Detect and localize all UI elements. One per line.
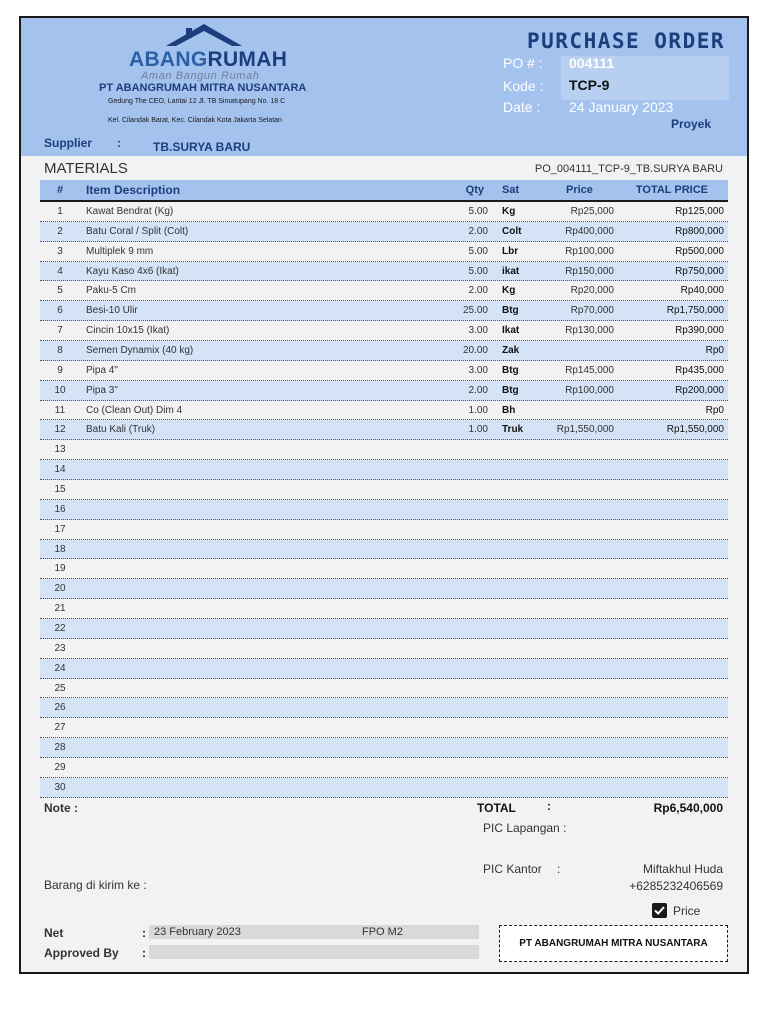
cell-price: Rp100,000: [565, 384, 614, 396]
cell-description: Batu Coral / Split (Colt): [86, 225, 189, 237]
cell-qty: 2.00: [468, 225, 488, 237]
kode-label: Kode :: [503, 78, 544, 94]
cell-no: 26: [54, 702, 66, 714]
pic-kantor-colon: :: [557, 862, 561, 876]
note-label: Note :: [44, 801, 78, 815]
col-price: Price: [566, 184, 593, 196]
net-date: 23 February 2023: [154, 926, 241, 938]
supplier-label: Supplier: [44, 136, 93, 150]
items-table-body: [40, 202, 728, 798]
cell-total-price: Rp0: [705, 345, 724, 357]
cell-no: 6: [57, 305, 63, 317]
cell-no: 1: [57, 206, 63, 217]
table-row: [40, 262, 728, 282]
table-header: [40, 180, 728, 202]
cell-sat: Zak: [502, 345, 520, 357]
table-row: [40, 321, 728, 341]
pic-kantor-phone: +6285232406569: [629, 879, 723, 893]
cell-total-price: Rp800,000: [675, 225, 724, 237]
table-row: [40, 460, 728, 480]
cell-no: 4: [57, 265, 63, 277]
approved-by-colon: :: [142, 946, 146, 960]
cell-no: 19: [54, 563, 66, 575]
cell-description: Co (Clean Out) Dim 4: [86, 404, 183, 416]
table-row: [40, 341, 728, 361]
cell-no: 2: [57, 225, 63, 237]
company-stamp-box: PT ABANGRUMAH MITRA NUSANTARA: [499, 925, 728, 962]
cell-total-price: Rp200,000: [675, 384, 724, 396]
col-total-price: TOTAL PRICE: [635, 184, 708, 196]
cell-qty: 1.00: [468, 424, 488, 436]
cell-description: Besi-10 Ulir: [86, 305, 138, 317]
table-row: [40, 301, 728, 321]
cell-qty: 20.00: [462, 345, 488, 357]
materials-heading: MATERIALS: [44, 160, 128, 177]
cell-no: 27: [54, 722, 66, 734]
cell-no: 25: [54, 682, 66, 694]
cell-sat: Btg: [502, 384, 519, 396]
table-row: [40, 500, 728, 520]
col-sat: Sat: [502, 184, 520, 196]
table-row: [40, 698, 728, 718]
cell-sat: Btg: [502, 364, 519, 376]
cell-description: Kawat Bendrat (Kg): [86, 206, 174, 217]
price-checkbox-label: Price: [673, 904, 701, 918]
cell-price: Rp70,000: [570, 305, 614, 317]
date-value: 24 January 2023: [569, 99, 674, 115]
approved-by-field: [149, 945, 479, 959]
brand-part-1: ABANG: [129, 48, 208, 71]
cell-price: Rp25,000: [570, 206, 614, 217]
cell-qty: 5.00: [468, 206, 488, 217]
table-row: [40, 758, 728, 778]
table-row: [40, 738, 728, 758]
cell-qty: 2.00: [468, 285, 488, 297]
cell-description: Kayu Kaso 4x6 (Ikat): [86, 265, 179, 277]
col-description: Item Description: [86, 183, 181, 197]
table-row: [40, 420, 728, 440]
kode-value: TCP-9: [569, 77, 610, 93]
cell-no: 12: [54, 424, 66, 436]
cell-price: Rp150,000: [565, 265, 614, 277]
cell-sat: Colt: [502, 225, 522, 237]
cell-description: Cincin 10x15 (Ikat): [86, 325, 170, 337]
po-number-label: PO # :: [503, 55, 543, 71]
reference-code: PO_004111_TCP-9_TB.SURYA BARU: [534, 163, 723, 175]
cell-qty: 3.00: [468, 364, 488, 376]
brand-logo-text: [129, 48, 287, 72]
cell-total-price: Rp1,750,000: [666, 305, 724, 317]
brand-part-2: RUMAH: [207, 48, 288, 71]
cell-total-price: Rp435,000: [675, 364, 724, 376]
cell-total-price: Rp750,000: [675, 265, 724, 277]
table-row: [40, 440, 728, 460]
cell-no: 17: [54, 523, 66, 535]
delivery-address-label: Barang di kirim ke :: [44, 878, 147, 892]
cell-price: Rp1,550,000: [556, 424, 614, 436]
cell-description: Multiplek 9 mm: [86, 245, 154, 257]
net-code: FPO M2: [362, 926, 403, 938]
supplier-value: TB.SURYA BARU: [153, 140, 251, 154]
cell-no: 24: [54, 662, 66, 674]
cell-description: Semen Dynamix (40 kg): [86, 345, 194, 357]
document-title: PURCHASE ORDER: [527, 29, 726, 53]
net-label: Net: [44, 926, 64, 940]
table-row: [40, 659, 728, 679]
table-row: [40, 540, 728, 560]
table-row: [40, 480, 728, 500]
table-row: [40, 381, 728, 401]
cell-total-price: Rp500,000: [675, 245, 724, 257]
cell-sat: Kg: [502, 206, 516, 217]
total-value: Rp6,540,000: [653, 801, 723, 815]
cell-no: 28: [54, 742, 66, 754]
cell-no: 13: [54, 444, 66, 456]
cell-qty: 5.00: [468, 265, 488, 277]
cell-no: 30: [54, 781, 66, 793]
cell-total-price: Rp0: [705, 404, 724, 416]
table-row: [40, 281, 728, 301]
cell-qty: 2.00: [468, 384, 488, 396]
total-colon: :: [547, 799, 551, 813]
address-line-2: Kel. Cilandak Barat, Kec. Cilandak Kota Jakarta Selatan: [108, 117, 282, 124]
cell-description: Paku-5 Cm: [86, 285, 137, 297]
cell-qty: 3.00: [468, 325, 488, 337]
cell-no: 7: [57, 325, 63, 337]
cell-no: 5: [57, 285, 63, 297]
total-label: TOTAL: [477, 801, 516, 815]
cell-price: Rp130,000: [565, 325, 614, 337]
address-line-1: Gedung The CEO, Lantai 12 Jl. TB Simatupang No. 18 C: [108, 98, 286, 105]
cell-price: Rp400,000: [565, 225, 614, 237]
cell-no: 8: [57, 345, 63, 357]
cell-no: 14: [54, 464, 66, 476]
cell-no: 3: [57, 245, 63, 257]
table-row: [40, 639, 728, 659]
pic-kantor-name: Miftakhul Huda: [642, 862, 723, 876]
cell-sat: Lbr: [502, 245, 519, 257]
cell-price: Rp100,000: [565, 245, 614, 257]
cell-sat: Btg: [502, 305, 519, 317]
cell-qty: 1.00: [468, 404, 488, 416]
col-qty: Qty: [465, 184, 484, 196]
cell-qty: 5.00: [468, 245, 488, 257]
cell-total-price: Rp390,000: [675, 325, 724, 337]
table-row: [40, 520, 728, 540]
cell-no: 22: [54, 623, 66, 635]
purchase-order-sheet: [19, 16, 749, 974]
table-row: [40, 242, 728, 262]
cell-no: 15: [54, 484, 66, 496]
date-label: Date :: [503, 99, 541, 115]
cell-sat: Ikat: [502, 325, 520, 337]
cell-description: Pipa 3": [86, 384, 118, 396]
cell-no: 18: [54, 543, 66, 555]
cell-sat: ikat: [502, 265, 520, 277]
cell-total-price: Rp1,550,000: [666, 424, 724, 436]
table-row: [40, 202, 728, 222]
table-row: [40, 579, 728, 599]
price-checkbox[interactable]: [652, 903, 667, 918]
table-row: [40, 619, 728, 639]
cell-no: 10: [54, 384, 66, 396]
cell-sat: Kg: [502, 285, 516, 297]
checkmark-icon: [652, 903, 667, 918]
table-row: [40, 361, 728, 381]
table-row: [40, 559, 728, 579]
cell-no: 11: [54, 404, 66, 416]
cell-no: 20: [54, 583, 66, 595]
table-row: [40, 679, 728, 699]
table-row: [40, 222, 728, 242]
cell-total-price: Rp40,000: [680, 285, 724, 297]
cell-description: Batu Kali (Truk): [86, 424, 156, 436]
pic-kantor-label: PIC Kantor: [483, 862, 542, 876]
header: [21, 18, 747, 156]
approved-by-label: Approved By: [44, 946, 119, 960]
brand-tagline: Aman Bangun Rumah: [141, 70, 260, 82]
house-roof-icon: [164, 22, 244, 50]
table-row: [40, 401, 728, 421]
net-colon: :: [142, 926, 146, 940]
cell-price: Rp20,000: [570, 285, 614, 297]
cell-no: 23: [54, 642, 66, 654]
cell-no: 16: [54, 503, 66, 515]
cell-no: 9: [57, 364, 63, 376]
table-row: [40, 599, 728, 619]
proyek-label: Proyek: [671, 117, 712, 131]
cell-sat: Truk: [502, 424, 524, 436]
cell-description: Pipa 4": [86, 364, 118, 376]
cell-sat: Bh: [502, 404, 516, 416]
supplier-colon: :: [117, 136, 121, 150]
cell-total-price: Rp125,000: [675, 206, 724, 217]
cell-qty: 25.00: [462, 305, 488, 317]
col-no: #: [56, 184, 64, 196]
company-name: PT ABANGRUMAH MITRA NUSANTARA: [99, 82, 307, 94]
cell-no: 29: [54, 762, 66, 774]
cell-no: 21: [54, 603, 66, 615]
po-number-value: 004111: [569, 55, 615, 71]
cell-price: Rp145,000: [565, 364, 614, 376]
table-row: [40, 718, 728, 738]
pic-lapangan-label: PIC Lapangan :: [483, 821, 567, 835]
table-row: [40, 778, 728, 798]
